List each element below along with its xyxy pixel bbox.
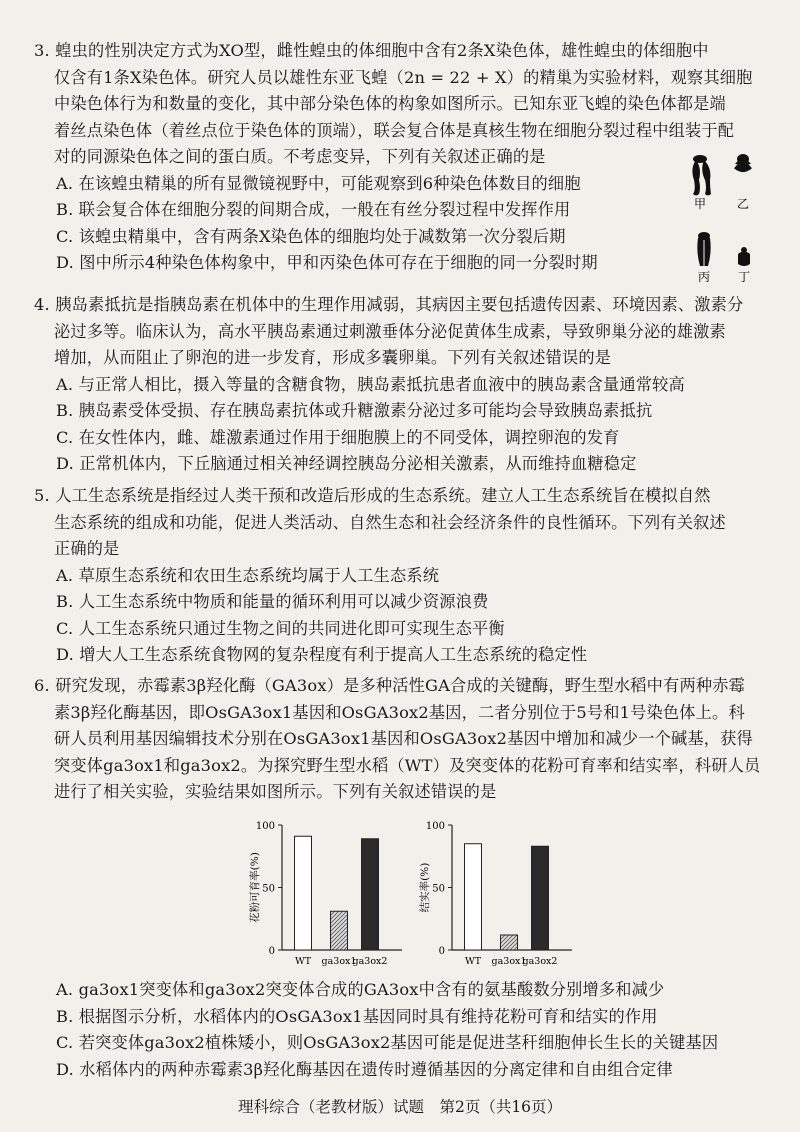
chart-seed-setting-rate: [410, 810, 590, 980]
chromosome-bing: [697, 232, 710, 266]
question-4-line: 4. 胰岛素抵抗是指胰岛素在机体中的生理作用减弱，其病因主要包括遗传因素、环境因素、激素分: [34, 295, 744, 314]
question-4-line: 增加，从而阻止了卵泡的进一步发育，形成多囊卵巢。下列有关叙述错误的是: [54, 348, 612, 367]
question-6-options: [34, 977, 779, 1083]
question-4-option-d: D. 正常机体内，下丘脑通过相关神经调控胰岛分泌相关激素，从而维持血糖稳定: [56, 454, 637, 473]
y-axis-label: 花粉可育率(%): [249, 852, 261, 923]
x-tick-label: ga3ox2: [352, 956, 388, 967]
question-4-line: 泌过多等。临床认为，高水平胰岛素通过刺激垂体分泌促黄体生成素，导致卵巢分泌的雄激素: [54, 321, 726, 341]
bar-ga3ox1: [331, 911, 348, 950]
question-6-line: 研人员利用基因编辑技术分别在OsGA3ox1基因和OsGA3ox2基因中增加和减少一个碱基，获得: [54, 729, 753, 748]
question-6-option-a: A. ga3ox1突变体和ga3ox2突变体合成的GA3ox中含有的氨基酸数分别增多和减少: [56, 980, 665, 999]
question-3-line: 中染色体行为和数量的变化，其中部分染色体的构象如图所示。已知东亚飞蝗的染色体都是端: [54, 94, 726, 113]
bar-ga3ox2: [362, 839, 379, 950]
question-5-option-d: D. 增大人工生态系统食物网的复杂程度有利于提高人工生态系统的稳定性: [56, 645, 588, 664]
question-3-line: 着丝点染色体（着丝点位于染色体的顶端），联会复合体是真核生物在细胞分裂过程中组装于配: [54, 120, 735, 140]
question-3-line: 3. 蝗虫的性别决定方式为XO型，雌性蝗虫的体细胞中含有2条X染色体，雄性蝗虫的体细胞中: [34, 41, 709, 60]
question-5-option-c: C. 人工生态系统只通过生物之间的共同进化即可实现生态平衡: [56, 618, 505, 638]
question-6-line: 6. 研究发现，赤霉素3β羟化酶（GA3ox）是多种活性GA合成的关键酶，野生型水稻中有两种赤霉: [34, 676, 746, 695]
question-3-option-b: B. 联会复合体在细胞分裂的间期合成，一般在有丝分裂过程中发挥作用: [56, 200, 571, 219]
question-4-option-c: C. 在女性体内，雌、雄激素通过作用于细胞膜上的不同受体，调控卵泡的发育: [56, 427, 620, 447]
question-5-option-a: A. 草原生态系统和农田生态系统均属于人工生态系统: [56, 565, 440, 585]
bar-WT: [465, 844, 482, 950]
question-5-line: 正确的是: [54, 539, 120, 558]
question-4-option-a: A. 与正常人相比，摄入等量的含糖食物，胰岛素抵抗患者血液中的胰岛素含量通常较高: [56, 374, 685, 394]
x-tick-label: ga3ox1: [321, 956, 357, 967]
bar-ga3ox1: [501, 935, 518, 950]
question-3: [34, 38, 779, 277]
bar-WT: [295, 836, 312, 950]
question-5-option-b: B. 人工生态系统中物质和能量的循环利用可以减少资源浪费: [56, 592, 489, 611]
y-tick-label: 100: [255, 821, 275, 832]
chromosome-figure: [680, 150, 780, 285]
question-6-line: 素3β羟化酶基因，即OsGA3ox1基因和OsGA3ox2基因，二者分别位于5号和1号染色体上。科: [54, 702, 745, 722]
question-4: [34, 292, 779, 478]
question-5-line: 5. 人工生态系统是指经过人类干预和改造后形成的生态系统。建立人工生态系统旨在模拟自然: [34, 486, 711, 505]
question-3-line: 仅含有1条X染色体。研究人员以雄性东亚飞蝗（2n = 22 + X）的精巢为实验材料，观察其细胞: [54, 67, 753, 87]
question-3-option-a: A. 在该蝗虫精巢的所有显微镜视野中，可能观察到6种染色体数目的细胞: [56, 173, 581, 193]
chromosome-ding: [738, 247, 750, 266]
chromosome-jia: [692, 155, 711, 196]
x-tick-label: ga3ox1: [491, 956, 527, 967]
bar-ga3ox2: [532, 846, 549, 950]
question-5-line: 生态系统的组成和功能，促进人类活动、自然生态和社会经济条件的良性循环。下列有关叙述: [54, 512, 726, 532]
question-6-line: 进行了相关实验，实验结果如图所示。下列有关叙述错误的是: [54, 782, 497, 801]
chromosome-yi: [735, 154, 751, 172]
x-tick-label: ga3ox2: [522, 956, 558, 967]
question-3-option-d: D. 图中所示4种染色体构象中，甲和丙染色体可存在于细胞的同一分裂时期: [56, 253, 598, 272]
y-tick-label: 50: [432, 883, 445, 895]
y-tick-label: 50: [262, 883, 275, 895]
question-3-line: 对的同源染色体之间的蛋白质。不考虑变异，下列有关叙述正确的是: [54, 147, 546, 166]
x-tick-label: WT: [294, 956, 312, 967]
page-footer: 理科综合（老教材版）试题 第2页（共16页）: [237, 1098, 563, 1116]
label-jia: 甲: [693, 197, 707, 211]
question-6-option-d: D. 水稻体内的两种赤霉素3β羟化酶基因在遗传时遵循基因的分离定律和自由组合定律: [56, 1059, 673, 1079]
label-yi: 乙: [736, 197, 750, 211]
question-6-option-b: B. 根据图示分析，水稻体内的OsGA3ox1基因同时具有维持花粉可育和结实的作用: [56, 1006, 658, 1026]
y-axis-label: 结实率(%): [419, 862, 431, 913]
question-3-option-c: C. 该蝗虫精巢中，含有两条X染色体的细胞均处于减数第一次分裂后期: [56, 226, 566, 246]
y-tick-label: 100: [425, 821, 445, 832]
question-4-option-b: B. 胰岛素受体受损、存在胰岛素抗体或升糖激素分泌过多可能均会导致胰岛素抵抗: [56, 401, 653, 420]
question-6-option-c: C. 若突变体ga3ox2植株矮小，则OsGA3ox2基因可能是促进茎秆细胞伸长生长的关键基因: [56, 1033, 719, 1052]
chart-pollen-fertility: [240, 810, 420, 980]
label-ding: 丁: [737, 270, 751, 284]
label-bing: 丙: [697, 270, 711, 284]
y-tick-label: 0: [438, 946, 445, 957]
y-tick-label: 0: [268, 946, 275, 957]
question-5: [34, 483, 779, 669]
question-6-line: 突变体ga3ox1和ga3ox2。为探究野生型水稻（WT）及突变体的花粉可育率和结实率，科研人员: [54, 755, 761, 775]
question-6: [34, 673, 779, 806]
x-tick-label: WT: [464, 956, 482, 967]
